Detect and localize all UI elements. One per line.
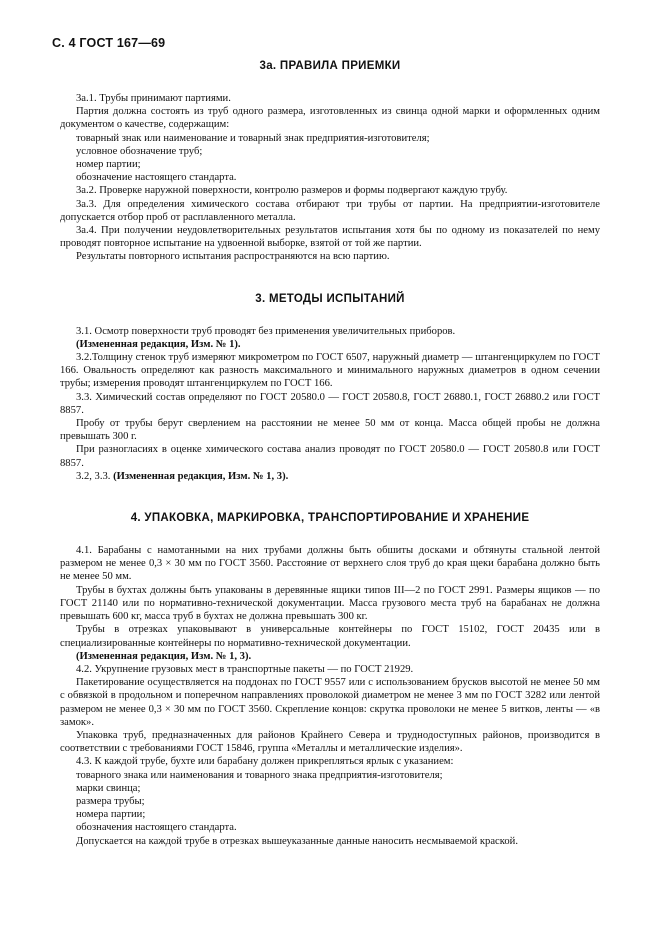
paragraph-4-2-north: Упаковка труб, предназначенных для районов Крайнего Севера и труднодоступных районов, производится в соответствии с требованиями ГОСТ 15846, группа «Металлы и металлические изделия».: [60, 729, 600, 755]
paragraph-4-1-cuts: Трубы в отрезках упаковывают в универсальные контейнеры по ГОСТ 15102, ГОСТ 20435 или в специализированные контейнеры по нормативно-технической документации.: [60, 624, 600, 649]
paragraph-4-1-coils: Трубы в бухтах должны быть упакованы в деревянные ящики типов III—2 по ГОСТ 2991. Размеры ящиков — по ГОСТ 21140 или по нормативно-технической документации. Масса грузового места труб на барабанах не должна превышать 600 кг, масса труб в бухтах не должна превышать 300 кг.: [60, 584, 600, 623]
paragraph-4-2-packaging: Пакетирование осуществляется на поддонах по ГОСТ 9557 или с использованием брусков высотой не менее 50 мм с обвязкой в продольном и поперечном направлениях проволокой диаметром не менее 3 мм по ГОСТ 3282 или лентой размером не менее 0,3 × 30 мм по ГОСТ 3560. Скрепление концов: скрутка проволоки не менее 5 витков, ленты — «в замок».: [60, 677, 600, 728]
paragraph-3-3-dispute: При разногласиях в оценке химического состава анализ проводят по ГОСТ 20580.0 — ГОСТ 20580.8 или ГОСТ 8857.: [60, 444, 600, 469]
paragraph-3-3-sample: Пробу от трубы берут сверлением на расстоянии не менее 50 мм от конца. Масса общей пробы не должна превышать 300 г.: [60, 418, 600, 443]
running-head: С. 4 ГОСТ 167—69: [52, 36, 166, 50]
paragraph-4-1: 4.1. Барабаны с намотанными на них трубами должны быть обшиты досками и обтянуты стальной лентой размером не менее 0,3 × 30 мм по ГОСТ 3560. Расстояние от верхнего слоя труб до края щеки барабана должно быть не менее 50 мм.: [60, 545, 600, 583]
list-item: марки свинца;: [76, 782, 141, 794]
amendment-note: (Измененная редакция, Изм. № 1, 3).: [76, 650, 252, 662]
amendment-note-3-2-3-3: [60, 470, 600, 483]
list-item: размера трубы;: [76, 795, 145, 807]
list-item: товарный знак или наименование и товарный знак предприятия-изготовителя;: [76, 132, 430, 144]
amendment-prefix: 3.2, 3.3.: [76, 470, 111, 482]
amendment-note: (Измененная редакция, Изм. № 1).: [76, 338, 241, 350]
paragraph-4-2: 4.2. Укрупнение грузовых мест в транспортные пакеты — по ГОСТ 21929.: [76, 663, 414, 675]
list-item: номер партии;: [76, 159, 141, 171]
list-item: обозначения настоящего стандарта.: [76, 822, 237, 834]
paragraph-4-3: 4.3. К каждой трубе, бухте или барабану должен прикрепляться ярлык с указанием:: [76, 756, 454, 768]
paragraph-4-3-paint: Допускается на каждой трубе в отрезках вышеуказанные данные наносить несмываемой краской.: [76, 835, 518, 847]
section-4-title: 4. УПАКОВКА, МАРКИРОВКА, ТРАНСПОРТИРОВАНИЕ И ХРАНЕНИЕ: [130, 512, 530, 525]
paragraph-3a-1: 3а.1. Трубы принимают партиями.: [76, 93, 231, 104]
list-item: обозначение настоящего стандарта.: [76, 172, 237, 184]
amendment-bold: (Измененная редакция, Изм. № 1, 3).: [113, 470, 289, 482]
paragraph-3a-3: 3а.3. Для определения химического состава отбирают три трубы от партии. На предприятии-изготовителе допускается отбор проб от расплавленного металла.: [60, 198, 600, 223]
paragraph-3-2: 3.2.Толщину стенок труб измеряют микрометром по ГОСТ 6507, наружный диаметр — штангенциркулем по ГОСТ 166. Овальность определяют как разность максимального и минимального наружных диаметров в одном сечении трубы; измерения проводят штангенциркулем по ГОСТ 166.: [60, 352, 600, 390]
paragraph-3a-4: 3а.4. При получении неудовлетворительных результатов испытания хотя бы по одному из показателей по нему проводят повторное испытание на удвоенной выборке, взятой от той же партии.: [60, 225, 600, 250]
paragraph-3a-lot: Партия должна состоять из труб одного размера, изготовленных из свинца одной марки и оформленных одним документом о качестве, содержащим:: [60, 106, 600, 131]
paragraph-3-1: 3.1. Осмотр поверхности труб проводят без применения увеличительных приборов.: [76, 325, 456, 337]
paragraph-3a-4-result: Результаты повторного испытания распространяются на всю партию.: [76, 251, 390, 263]
section-3a-title: 3а. ПРАВИЛА ПРИЕМКИ: [259, 60, 401, 72]
paragraph-3-3: 3.3. Химический состав определяют по ГОСТ 20580.0 — ГОСТ 20580.8, ГОСТ 26880.1, ГОСТ 26880.2 или ГОСТ 8857.: [60, 391, 600, 416]
list-item: номера партии;: [76, 809, 146, 821]
list-item: товарного знака или наименования и товарного знака предприятия-изготовителя;: [76, 769, 443, 781]
document-body: [60, 60, 600, 848]
list-item: условное обозначение труб;: [76, 145, 203, 157]
section-3-title: 3. МЕТОДЫ ИСПЫТАНИЙ: [255, 292, 405, 305]
paragraph-3a-2: 3а.2. Проверке наружной поверхности, контролю размеров и формы подвергают каждую трубу.: [76, 185, 508, 197]
